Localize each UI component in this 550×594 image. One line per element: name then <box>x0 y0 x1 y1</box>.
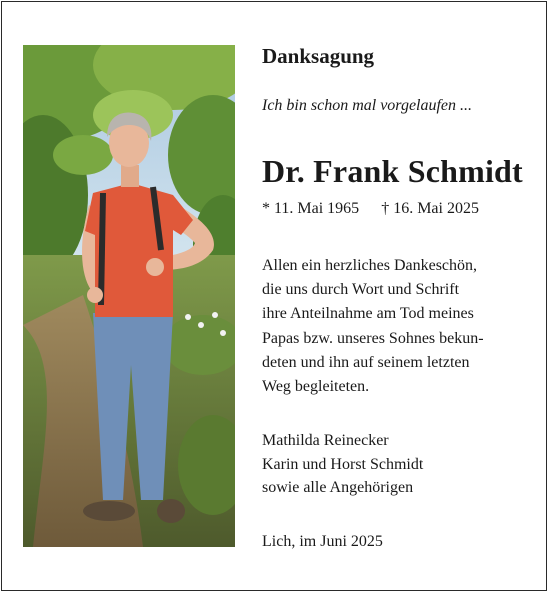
thank-you-text <box>262 254 532 399</box>
notice-heading: Danksagung <box>262 44 375 68</box>
body-line: deten und ihn auf seinem letzten <box>262 353 470 371</box>
life-dates <box>262 200 479 218</box>
deceased-name: Dr. Frank Schmidt <box>262 153 523 189</box>
signer: Mathilda Reinecker <box>262 432 389 449</box>
signers-list <box>262 429 423 500</box>
birth-date: * 11. Mai 1965 <box>262 200 360 217</box>
death-date: † 16. Mai 2025 <box>381 200 479 217</box>
place-date: Lich, im Juni 2025 <box>262 533 383 550</box>
signer: sowie alle Angehörigen <box>262 479 414 496</box>
body-line: die uns durch Wort und Schrift <box>262 281 460 299</box>
body-line: ihre Anteilnahme am Tod meines <box>262 305 474 323</box>
signer: Karin und Horst Schmidt <box>262 455 424 473</box>
body-line: Allen ein herzliches Dankeschön, <box>262 257 478 274</box>
body-line: Weg begleiteten. <box>262 378 370 396</box>
portrait-photo <box>23 45 235 547</box>
body-line: Papas bzw. unseres Sohnes bekun- <box>262 329 484 347</box>
notice-motto: Ich bin schon mal vorgelaufen ... <box>262 97 473 114</box>
